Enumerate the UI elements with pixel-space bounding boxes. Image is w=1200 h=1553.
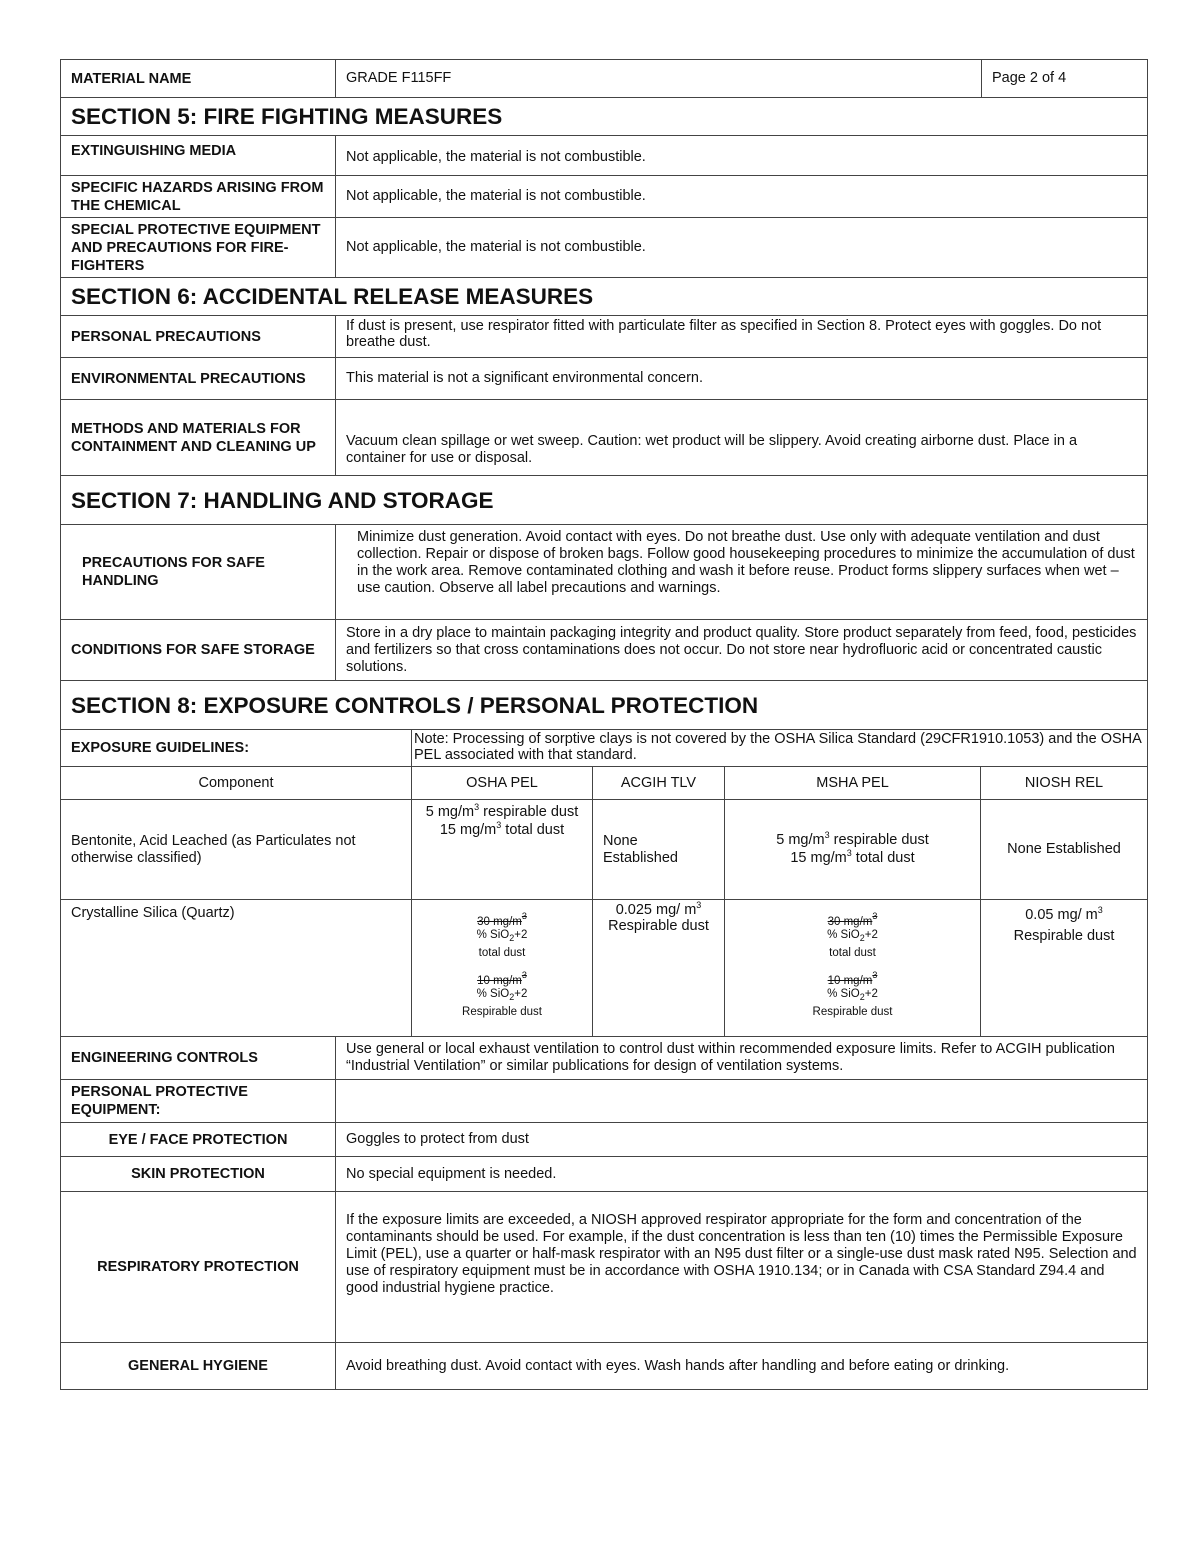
bentonite-niosh-rel: None Established <box>981 800 1148 900</box>
silica-msha-resp-den: % SiO <box>827 988 860 1000</box>
silica-osha-resp-den-plus: +2 <box>514 988 528 1000</box>
skin-protection-value: No special equipment is needed. <box>336 1157 1148 1192</box>
section-8-title: SECTION 8: EXPOSURE CONTROLS / PERSONAL PROTECTION <box>61 681 1148 730</box>
silica-msha-pel <box>725 900 981 1037</box>
section-6-title: SECTION 6: ACCIDENTAL RELEASE MEASURES <box>61 278 1148 316</box>
bentonite-msha-pel <box>725 800 981 900</box>
silica-osha-total-den-sub: 2 <box>509 933 515 943</box>
s6-label-personal-precautions: PERSONAL PRECAUTIONS <box>61 316 336 358</box>
s6-value-environmental: This material is not a significant environmental concern. <box>336 358 1148 400</box>
silica-osha-resp-caption: Respirable dust <box>462 1006 542 1018</box>
s5-label-extinguishing-media: EXTINGUISHING MEDIA <box>61 136 336 176</box>
skin-protection-label: SKIN PROTECTION <box>61 1157 336 1192</box>
silica-msha-resp-den-plus: +2 <box>864 988 878 1000</box>
s5-value-extinguishing-media: Not applicable, the material is not combustible. <box>336 136 1148 176</box>
silica-msha-resp-caption: Respirable dust <box>812 1006 893 1018</box>
bentonite-msha-value-2: 15 mg/m <box>790 849 847 866</box>
silica-msha-total-caption: total dust <box>829 947 876 959</box>
silica-niosh-value: 0.05 mg/ m <box>1025 907 1098 923</box>
engineering-controls-label: ENGINEERING CONTROLS <box>61 1037 336 1080</box>
exposure-table <box>60 729 1148 1037</box>
s7-label-safe-storage: CONDITIONS FOR SAFE STORAGE <box>61 620 336 681</box>
bentonite-osha-pel <box>412 800 593 900</box>
general-hygiene-value: Avoid breathing dust. Avoid contact with eyes. Wash hands after handling and before eating or drinking. <box>336 1343 1148 1390</box>
silica-acgih-tlv <box>593 900 725 1037</box>
respiratory-protection-value: If the exposure limits are exceeded, a NIOSH approved respirator appropriate for the form and concentration of the contaminants should be used. For example, if the dust concentration is less than ten (10) times the Permissible Exposure Limit (PEL), use a quarter or half-mask respirator with an N95 dust filter or a single-use dust mask rated N95. Selection and use of respiratory equipment must be in accordance with OSHA 1910.134; or in Canada with CSA Standard Z94.4 and good industrial hygiene practice. <box>336 1192 1148 1343</box>
sds-main-table <box>60 59 1148 730</box>
page-number: Page 2 of 4 <box>982 60 1148 98</box>
eye-face-protection-label: EYE / FACE PROTECTION <box>61 1123 336 1157</box>
silica-msha-resp-num-sup: 3 <box>872 970 878 980</box>
bentonite-component: Bentonite, Acid Leached (as Particulates not otherwise classified) <box>61 800 412 900</box>
bentonite-osha-sup-2: 3 <box>496 820 502 830</box>
col-header-osha-pel: OSHA PEL <box>412 767 593 800</box>
eye-face-protection-value: Goggles to protect from dust <box>336 1123 1148 1157</box>
silica-niosh-rel <box>981 900 1148 1037</box>
bentonite-msha-sup-1: 3 <box>824 829 830 840</box>
silica-msha-total-den: % SiO <box>827 929 860 941</box>
material-name-label: MATERIAL NAME <box>61 60 336 98</box>
exposure-guidelines-note: Note: Processing of sorptive clays is not covered by the OSHA Silica Standard (29CFR1910.1053) and the OSHA PEL associated with that standard. <box>412 730 1148 767</box>
s7-value-safe-storage: Store in a dry place to maintain packaging integrity and product quality. Store product separately from feed, food, pesticides and fertilizers so that cross contaminations does not occur. Do not store near hydrofluoric acid or concentrated caustic solutions. <box>336 620 1148 681</box>
bentonite-acgih-tlv: None Established <box>593 800 725 900</box>
silica-msha-total-formula <box>827 911 878 960</box>
silica-osha-pel <box>412 900 593 1037</box>
silica-niosh-unit: Respirable dust <box>1013 928 1115 944</box>
material-name-value: GRADE F115FF <box>336 60 982 98</box>
silica-component: Crystalline Silica (Quartz) <box>61 900 412 1037</box>
silica-osha-total-num: 30 mg/m <box>477 916 522 928</box>
silica-msha-resp-num: 10 mg/m <box>827 975 873 987</box>
s5-value-specific-hazards: Not applicable, the material is not combustible. <box>336 176 1148 218</box>
silica-acgih-sup: 3 <box>696 900 702 910</box>
bentonite-msha-unit-1: respirable dust <box>829 831 929 848</box>
s5-label-specific-hazards: SPECIFIC HAZARDS ARISING FROM THE CHEMICAL <box>61 176 336 218</box>
bentonite-msha-sup-2: 3 <box>846 847 852 858</box>
silica-osha-resp-den-sub: 2 <box>509 992 515 1002</box>
silica-acgih-unit: Respirable dust <box>608 918 709 934</box>
sds-page <box>60 59 1147 1390</box>
silica-msha-total-den-plus: +2 <box>864 929 878 941</box>
section-7-title: SECTION 7: HANDLING AND STORAGE <box>61 476 1148 525</box>
ppe-label: PERSONAL PROTECTIVE EQUIPMENT: <box>61 1080 336 1123</box>
col-header-niosh-rel: NIOSH REL <box>981 767 1148 800</box>
bentonite-osha-value-2: 15 mg/m <box>439 822 497 838</box>
bentonite-msha-unit-2: total dust <box>851 849 915 866</box>
silica-osha-total-num-sup: 3 <box>521 911 527 921</box>
silica-osha-total-formula <box>476 911 528 960</box>
s6-value-containment: Vacuum clean spillage or wet sweep. Caution: wet product will be slippery. Avoid creating airborne dust. Place in a container for use or disposal. <box>336 400 1148 476</box>
silica-osha-total-den: % SiO <box>476 929 510 941</box>
silica-msha-resp-den-sub: 2 <box>859 992 865 1002</box>
silica-msha-total-num-sup: 3 <box>872 911 878 921</box>
silica-acgih-value: 0.025 mg/ m <box>615 902 697 918</box>
col-header-acgih-tlv: ACGIH TLV <box>593 767 725 800</box>
silica-msha-respirable-formula <box>812 970 893 1019</box>
bentonite-osha-unit-2: total dust <box>501 822 565 838</box>
silica-osha-resp-den: % SiO <box>476 988 510 1000</box>
respiratory-protection-label: RESPIRATORY PROTECTION <box>61 1192 336 1343</box>
ppe-value <box>336 1080 1148 1123</box>
col-header-component: Component <box>61 767 412 800</box>
s5-label-special-equipment: SPECIAL PROTECTIVE EQUIPMENT AND PRECAUTIONS FOR FIRE-FIGHTERS <box>61 218 336 278</box>
silica-osha-resp-num-sup: 3 <box>521 970 527 980</box>
s6-label-containment: METHODS AND MATERIALS FOR CONTAINMENT AND CLEANING UP <box>61 400 336 476</box>
silica-osha-respirable-formula <box>462 970 542 1019</box>
silica-msha-total-num: 30 mg/m <box>827 916 873 928</box>
bentonite-msha-value-1: 5 mg/m <box>776 831 825 848</box>
bentonite-osha-unit-1: respirable dust <box>479 804 579 820</box>
s5-value-special-equipment: Not applicable, the material is not combustible. <box>336 218 1148 278</box>
silica-osha-total-den-plus: +2 <box>514 929 528 941</box>
exposure-guidelines-label: EXPOSURE GUIDELINES: <box>61 730 412 767</box>
s6-label-environmental: ENVIRONMENTAL PRECAUTIONS <box>61 358 336 400</box>
silica-osha-total-caption: total dust <box>478 947 526 959</box>
bentonite-osha-value-1: 5 mg/m <box>425 804 475 820</box>
s6-value-personal-precautions: If dust is present, use respirator fitted with particulate filter as specified in Section 8. Protect eyes with goggles. Do not breathe dust. <box>336 316 1148 358</box>
general-hygiene-label: GENERAL HYGIENE <box>61 1343 336 1390</box>
ppe-table <box>60 1036 1148 1390</box>
silica-osha-resp-num: 10 mg/m <box>477 975 522 987</box>
s7-label-safe-handling: PRECAUTIONS FOR SAFE HANDLING <box>61 525 336 620</box>
section-5-title: SECTION 5: FIRE FIGHTING MEASURES <box>61 98 1148 136</box>
col-header-msha-pel: MSHA PEL <box>725 767 981 800</box>
silica-msha-total-den-sub: 2 <box>859 933 865 943</box>
s7-value-safe-handling: Minimize dust generation. Avoid contact with eyes. Do not breathe dust. Use only with adequate ventilation and dust collection. Repair or dispose of broken bags. Follow good housekeeping procedures to minimize the accumulation of dust in the work area. Remove contaminated clothing and wash it before reuse. Product forms slippery surfaces when wet – use caution. Observe all label precautions and warnings. <box>336 525 1148 620</box>
bentonite-osha-sup-1: 3 <box>474 802 480 812</box>
engineering-controls-value: Use general or local exhaust ventilation to control dust within recommended exposure limits. Refer to ACGIH publication “Industrial Ventilation” or similar publications for design of ventilation systems. <box>336 1037 1148 1080</box>
silica-niosh-sup: 3 <box>1097 905 1103 915</box>
